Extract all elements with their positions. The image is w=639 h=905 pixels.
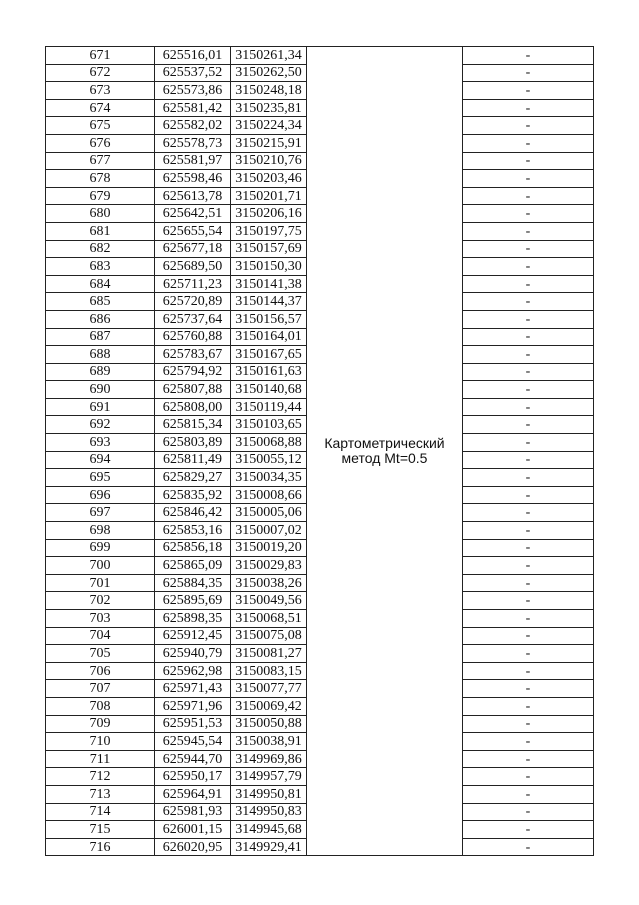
x-coordinate-cell: 625711,23 [155, 275, 231, 293]
dash-cell: - [463, 504, 594, 522]
x-coordinate-cell: 625829,27 [155, 469, 231, 487]
dash-cell: - [463, 258, 594, 276]
x-coordinate-cell: 625783,67 [155, 346, 231, 364]
dash-cell: - [463, 346, 594, 364]
x-coordinate-cell: 625971,96 [155, 697, 231, 715]
point-number-cell: 688 [46, 346, 155, 364]
point-number-cell: 706 [46, 662, 155, 680]
x-coordinate-cell: 625950,17 [155, 768, 231, 786]
dash-cell: - [463, 680, 594, 698]
dash-cell: - [463, 715, 594, 733]
method-label-line1: Картометрический [324, 435, 445, 452]
y-coordinate-cell: 3150203,46 [231, 170, 307, 188]
x-coordinate-cell: 625964,91 [155, 785, 231, 803]
y-coordinate-cell: 3150103,65 [231, 416, 307, 434]
x-coordinate-cell: 625898,35 [155, 610, 231, 628]
dash-cell: - [463, 82, 594, 100]
y-coordinate-cell: 3150038,91 [231, 733, 307, 751]
x-coordinate-cell: 625613,78 [155, 187, 231, 205]
y-coordinate-cell: 3150144,37 [231, 293, 307, 311]
x-coordinate-cell: 625689,50 [155, 258, 231, 276]
y-coordinate-cell: 3150034,35 [231, 469, 307, 487]
dash-cell: - [463, 64, 594, 82]
point-number-cell: 687 [46, 328, 155, 346]
x-coordinate-cell: 625856,18 [155, 539, 231, 557]
table-row [46, 47, 594, 65]
dash-cell: - [463, 205, 594, 223]
point-number-cell: 674 [46, 99, 155, 117]
point-number-cell: 715 [46, 821, 155, 839]
dash-cell: - [463, 152, 594, 170]
x-coordinate-cell: 625808,00 [155, 398, 231, 416]
point-number-cell: 676 [46, 134, 155, 152]
dash-cell: - [463, 768, 594, 786]
dash-cell: - [463, 117, 594, 135]
x-coordinate-cell: 625760,88 [155, 328, 231, 346]
y-coordinate-cell: 3150248,18 [231, 82, 307, 100]
point-number-cell: 702 [46, 592, 155, 610]
dash-cell: - [463, 416, 594, 434]
dash-cell: - [463, 645, 594, 663]
point-number-cell: 685 [46, 293, 155, 311]
y-coordinate-cell: 3150156,57 [231, 310, 307, 328]
point-number-cell: 692 [46, 416, 155, 434]
point-number-cell: 678 [46, 170, 155, 188]
y-coordinate-cell: 3150081,27 [231, 645, 307, 663]
point-number-cell: 694 [46, 451, 155, 469]
point-number-cell: 711 [46, 750, 155, 768]
x-coordinate-cell: 625578,73 [155, 134, 231, 152]
x-coordinate-cell: 625573,86 [155, 82, 231, 100]
y-coordinate-cell: 3150201,71 [231, 187, 307, 205]
dash-cell: - [463, 522, 594, 540]
point-number-cell: 672 [46, 64, 155, 82]
x-coordinate-cell: 625720,89 [155, 293, 231, 311]
point-number-cell: 697 [46, 504, 155, 522]
dash-cell: - [463, 821, 594, 839]
point-number-cell: 708 [46, 697, 155, 715]
coordinates-table [45, 46, 594, 856]
dash-cell: - [463, 434, 594, 452]
x-coordinate-cell: 625803,89 [155, 434, 231, 452]
point-number-cell: 673 [46, 82, 155, 100]
dash-cell: - [463, 610, 594, 628]
point-number-cell: 691 [46, 398, 155, 416]
x-coordinate-cell: 625912,45 [155, 627, 231, 645]
dash-cell: - [463, 328, 594, 346]
y-coordinate-cell: 3150029,83 [231, 557, 307, 575]
point-number-cell: 700 [46, 557, 155, 575]
y-coordinate-cell: 3150150,30 [231, 258, 307, 276]
y-coordinate-cell: 3150019,20 [231, 539, 307, 557]
dash-cell: - [463, 398, 594, 416]
point-number-cell: 699 [46, 539, 155, 557]
y-coordinate-cell: 3150068,88 [231, 434, 307, 452]
x-coordinate-cell: 625951,53 [155, 715, 231, 733]
point-number-cell: 710 [46, 733, 155, 751]
x-coordinate-cell: 625807,88 [155, 381, 231, 399]
y-coordinate-cell: 3150038,26 [231, 574, 307, 592]
dash-cell: - [463, 469, 594, 487]
point-number-cell: 698 [46, 522, 155, 540]
x-coordinate-cell: 626001,15 [155, 821, 231, 839]
x-coordinate-cell: 625655,54 [155, 222, 231, 240]
dash-cell: - [463, 170, 594, 188]
point-number-cell: 713 [46, 785, 155, 803]
point-number-cell: 680 [46, 205, 155, 223]
y-coordinate-cell: 3150069,42 [231, 697, 307, 715]
point-number-cell: 689 [46, 363, 155, 381]
y-coordinate-cell: 3150210,76 [231, 152, 307, 170]
point-number-cell: 696 [46, 486, 155, 504]
dash-cell: - [463, 381, 594, 399]
y-coordinate-cell: 3150164,01 [231, 328, 307, 346]
point-number-cell: 675 [46, 117, 155, 135]
y-coordinate-cell: 3149929,41 [231, 838, 307, 856]
point-number-cell: 671 [46, 47, 155, 65]
y-coordinate-cell: 3150141,38 [231, 275, 307, 293]
x-coordinate-cell: 625642,51 [155, 205, 231, 223]
x-coordinate-cell: 625962,98 [155, 662, 231, 680]
x-coordinate-cell: 625981,93 [155, 803, 231, 821]
y-coordinate-cell: 3150140,68 [231, 381, 307, 399]
dash-cell: - [463, 293, 594, 311]
dash-cell: - [463, 733, 594, 751]
y-coordinate-cell: 3150215,91 [231, 134, 307, 152]
method-label-line2: метод Mt=0.5 [341, 450, 428, 467]
x-coordinate-cell: 625737,64 [155, 310, 231, 328]
y-coordinate-cell: 3150075,08 [231, 627, 307, 645]
dash-cell: - [463, 363, 594, 381]
dash-cell: - [463, 486, 594, 504]
y-coordinate-cell: 3150083,15 [231, 662, 307, 680]
point-number-cell: 679 [46, 187, 155, 205]
dash-cell: - [463, 134, 594, 152]
y-coordinate-cell: 3149969,86 [231, 750, 307, 768]
point-number-cell: 690 [46, 381, 155, 399]
x-coordinate-cell: 625895,69 [155, 592, 231, 610]
dash-cell: - [463, 697, 594, 715]
y-coordinate-cell: 3150161,63 [231, 363, 307, 381]
y-coordinate-cell: 3150262,50 [231, 64, 307, 82]
x-coordinate-cell: 625811,49 [155, 451, 231, 469]
x-coordinate-cell: 626020,95 [155, 838, 231, 856]
x-coordinate-cell: 625516,01 [155, 47, 231, 65]
x-coordinate-cell: 625865,09 [155, 557, 231, 575]
dash-cell: - [463, 785, 594, 803]
point-number-cell: 681 [46, 222, 155, 240]
y-coordinate-cell: 3150049,56 [231, 592, 307, 610]
point-number-cell: 716 [46, 838, 155, 856]
x-coordinate-cell: 625537,52 [155, 64, 231, 82]
y-coordinate-cell: 3150007,02 [231, 522, 307, 540]
x-coordinate-cell: 625884,35 [155, 574, 231, 592]
method-cell [307, 47, 463, 856]
x-coordinate-cell: 625846,42 [155, 504, 231, 522]
x-coordinate-cell: 625815,34 [155, 416, 231, 434]
y-coordinate-cell: 3150005,06 [231, 504, 307, 522]
y-coordinate-cell: 3150077,77 [231, 680, 307, 698]
y-coordinate-cell: 3150197,75 [231, 222, 307, 240]
dash-cell: - [463, 275, 594, 293]
y-coordinate-cell: 3150167,65 [231, 346, 307, 364]
dash-cell: - [463, 451, 594, 469]
x-coordinate-cell: 625944,70 [155, 750, 231, 768]
point-number-cell: 714 [46, 803, 155, 821]
x-coordinate-cell: 625598,46 [155, 170, 231, 188]
dash-cell: - [463, 187, 594, 205]
y-coordinate-cell: 3149957,79 [231, 768, 307, 786]
dash-cell: - [463, 557, 594, 575]
dash-cell: - [463, 592, 594, 610]
y-coordinate-cell: 3150008,66 [231, 486, 307, 504]
y-coordinate-cell: 3150224,34 [231, 117, 307, 135]
y-coordinate-cell: 3150050,88 [231, 715, 307, 733]
point-number-cell: 709 [46, 715, 155, 733]
dash-cell: - [463, 574, 594, 592]
point-number-cell: 701 [46, 574, 155, 592]
y-coordinate-cell: 3150235,81 [231, 99, 307, 117]
point-number-cell: 684 [46, 275, 155, 293]
point-number-cell: 707 [46, 680, 155, 698]
x-coordinate-cell: 625581,42 [155, 99, 231, 117]
x-coordinate-cell: 625794,92 [155, 363, 231, 381]
point-number-cell: 703 [46, 610, 155, 628]
point-number-cell: 712 [46, 768, 155, 786]
point-number-cell: 686 [46, 310, 155, 328]
dash-cell: - [463, 222, 594, 240]
y-coordinate-cell: 3150055,12 [231, 451, 307, 469]
coordinates-table-body [46, 47, 594, 856]
dash-cell: - [463, 803, 594, 821]
y-coordinate-cell: 3150119,44 [231, 398, 307, 416]
dash-cell: - [463, 838, 594, 856]
x-coordinate-cell: 625581,97 [155, 152, 231, 170]
x-coordinate-cell: 625853,16 [155, 522, 231, 540]
dash-cell: - [463, 662, 594, 680]
y-coordinate-cell: 3149950,83 [231, 803, 307, 821]
y-coordinate-cell: 3149950,81 [231, 785, 307, 803]
dash-cell: - [463, 627, 594, 645]
y-coordinate-cell: 3150157,69 [231, 240, 307, 258]
x-coordinate-cell: 625677,18 [155, 240, 231, 258]
point-number-cell: 693 [46, 434, 155, 452]
dash-cell: - [463, 750, 594, 768]
y-coordinate-cell: 3150206,16 [231, 205, 307, 223]
point-number-cell: 683 [46, 258, 155, 276]
y-coordinate-cell: 3149945,68 [231, 821, 307, 839]
dash-cell: - [463, 310, 594, 328]
dash-cell: - [463, 47, 594, 65]
x-coordinate-cell: 625835,92 [155, 486, 231, 504]
point-number-cell: 695 [46, 469, 155, 487]
x-coordinate-cell: 625582,02 [155, 117, 231, 135]
x-coordinate-cell: 625945,54 [155, 733, 231, 751]
dash-cell: - [463, 539, 594, 557]
point-number-cell: 704 [46, 627, 155, 645]
point-number-cell: 677 [46, 152, 155, 170]
x-coordinate-cell: 625940,79 [155, 645, 231, 663]
x-coordinate-cell: 625971,43 [155, 680, 231, 698]
y-coordinate-cell: 3150261,34 [231, 47, 307, 65]
y-coordinate-cell: 3150068,51 [231, 610, 307, 628]
dash-cell: - [463, 240, 594, 258]
point-number-cell: 705 [46, 645, 155, 663]
point-number-cell: 682 [46, 240, 155, 258]
dash-cell: - [463, 99, 594, 117]
